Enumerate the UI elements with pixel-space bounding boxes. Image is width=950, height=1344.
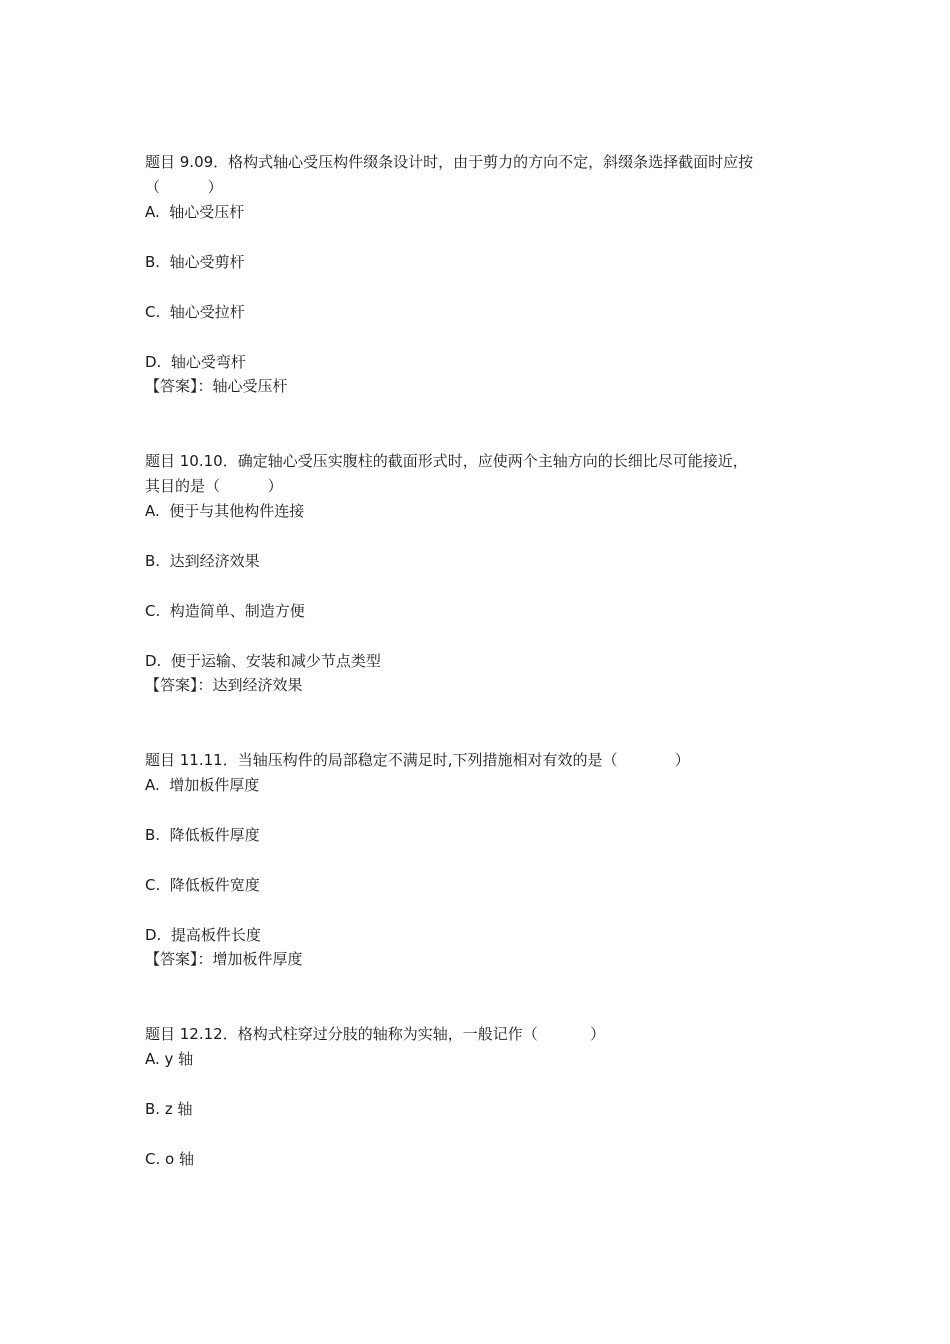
- option-c: C. 构造简单、制造方便: [145, 602, 305, 620]
- option-d: D. 便于运输、安装和减少节点类型: [145, 652, 381, 670]
- answer: 【答案】：轴心受压杆: [145, 377, 288, 395]
- question-stem: 其目的是（ ）: [145, 477, 283, 495]
- option-c: C. 轴心受拉杆: [145, 303, 245, 321]
- option-a: A. 便于与其他构件连接: [145, 502, 305, 520]
- answer: 【答案】：达到经济效果: [145, 676, 303, 694]
- option-c: C. 降低板件宽度: [145, 876, 260, 894]
- option-b: B. 降低板件厚度: [145, 826, 260, 844]
- option-d: D. 轴心受弯杆: [145, 353, 246, 371]
- option-b: B. z 轴: [145, 1100, 193, 1118]
- answer: 【答案】：增加板件厚度: [145, 950, 303, 968]
- question-stem: 题目 11.11．当轴压构件的局部稳定不满足时,下列措施相对有效的是（ ）: [145, 751, 690, 769]
- option-d: D. 提高板件长度: [145, 926, 261, 944]
- option-a: A. 轴心受压杆: [145, 203, 245, 221]
- option-c: C. o 轴: [145, 1150, 194, 1168]
- question-stem: 题目 9.09．格构式轴心受压构件缀条设计时，由于剪力的方向不定，斜缀条选择截面时应按: [145, 153, 754, 171]
- option-b: B. 轴心受剪杆: [145, 253, 245, 271]
- option-a: A. 增加板件厚度: [145, 776, 260, 794]
- question-stem: 题目 12.12．格构式柱穿过分肢的轴称为实轴，一般记作（ ）: [145, 1025, 606, 1043]
- option-a: A. y 轴: [145, 1050, 194, 1068]
- question-stem: 题目 10.10．确定轴心受压实腹柱的截面形式时，应使两个主轴方向的长细比尽可能接近，: [145, 452, 748, 470]
- option-b: B. 达到经济效果: [145, 552, 260, 570]
- question-stem: （ ）: [145, 178, 223, 196]
